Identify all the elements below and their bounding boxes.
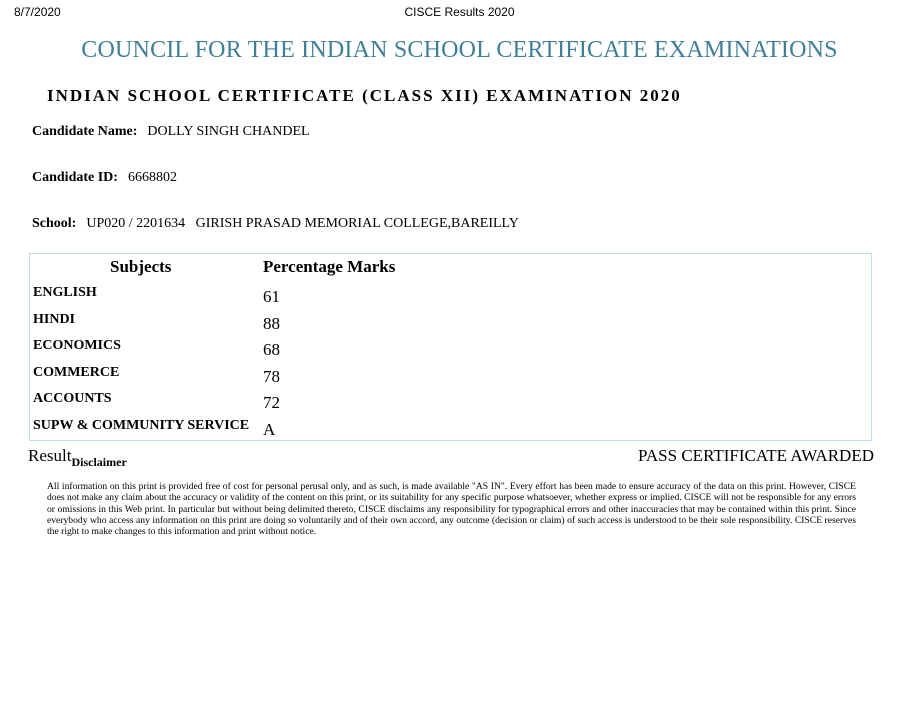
result-text: Result (28, 446, 72, 465)
subject-name: COMMERCE (33, 365, 120, 380)
candidate-name-label: Candidate Name: (32, 124, 138, 139)
candidate-id-label: Candidate ID: (32, 170, 118, 185)
table-row (0, 312, 600, 338)
subject-name: ECONOMICS (33, 338, 121, 353)
school-label: School: (32, 216, 77, 231)
print-page-title: CISCE Results 2020 (404, 5, 515, 19)
subject-name: HINDI (33, 312, 76, 327)
result-label (28, 446, 127, 470)
table-row (0, 365, 600, 391)
subjects-header: Subjects (110, 257, 172, 276)
subject-mark: 72 (263, 393, 280, 412)
council-heading: COUNCIL FOR THE INDIAN SCHOOL CERTIFICATE EXAMINATIONS (81, 37, 838, 63)
candidate-id-value: 6668802 (127, 170, 177, 185)
subject-name: ACCOUNTS (33, 391, 112, 406)
school-value: UP020 / 2201634 GIRISH PRASAD MEMORIAL COLLEGE,BAREILLY (86, 216, 519, 231)
result-status: PASS CERTIFICATE AWARDED (638, 446, 874, 465)
school-row (32, 216, 519, 232)
percentage-header: Percentage Marks (263, 257, 396, 276)
exam-title: INDIAN SCHOOL CERTIFICATE (CLASS XII) EXAMINATION 2020 (47, 86, 682, 105)
table-row (0, 418, 600, 444)
candidate-name-value: DOLLY SINGH CHANDEL (147, 124, 310, 139)
subject-mark: 68 (263, 340, 280, 359)
subject-name: SUPW & COMMUNITY SERVICE (33, 418, 250, 433)
candidate-name-row (32, 124, 310, 140)
table-row (0, 285, 600, 311)
subject-mark: A (263, 420, 276, 439)
print-date: 8/7/2020 (14, 5, 61, 19)
candidate-id-row (32, 170, 177, 186)
disclaimer-label: Disclaimer (71, 455, 127, 469)
subject-mark: 78 (263, 367, 280, 386)
table-row (0, 338, 600, 364)
disclaimer-text: All information on this print is provided free of cost for personal perusal only, and as such, is made available "AS IN". Every effort has been made to ensure accuracy of the data on this print. However, CISCE does not make any claim about the accuracy or validity of the content on this print, or its suitability for any specific purpose whatsoever, whether express or implied. CISCE will not be responsible for any errors or omissions in this Web print. In particular but without being delimited thereto, CISCE disclaims any responsibility for typographical errors and other inaccuracies that may be contained within this print. Since everybody who access any information on this print are doing so voluntarily and of their own accord, any outcome (decision or claim) of such access is understood to be their sole responsibility. CISCE reserves the right to make changes to this information and print without notice. (47, 481, 856, 538)
subject-mark: 88 (263, 314, 280, 333)
subject-mark: 61 (263, 287, 280, 306)
subject-name: ENGLISH (33, 285, 97, 300)
table-row (0, 391, 600, 417)
